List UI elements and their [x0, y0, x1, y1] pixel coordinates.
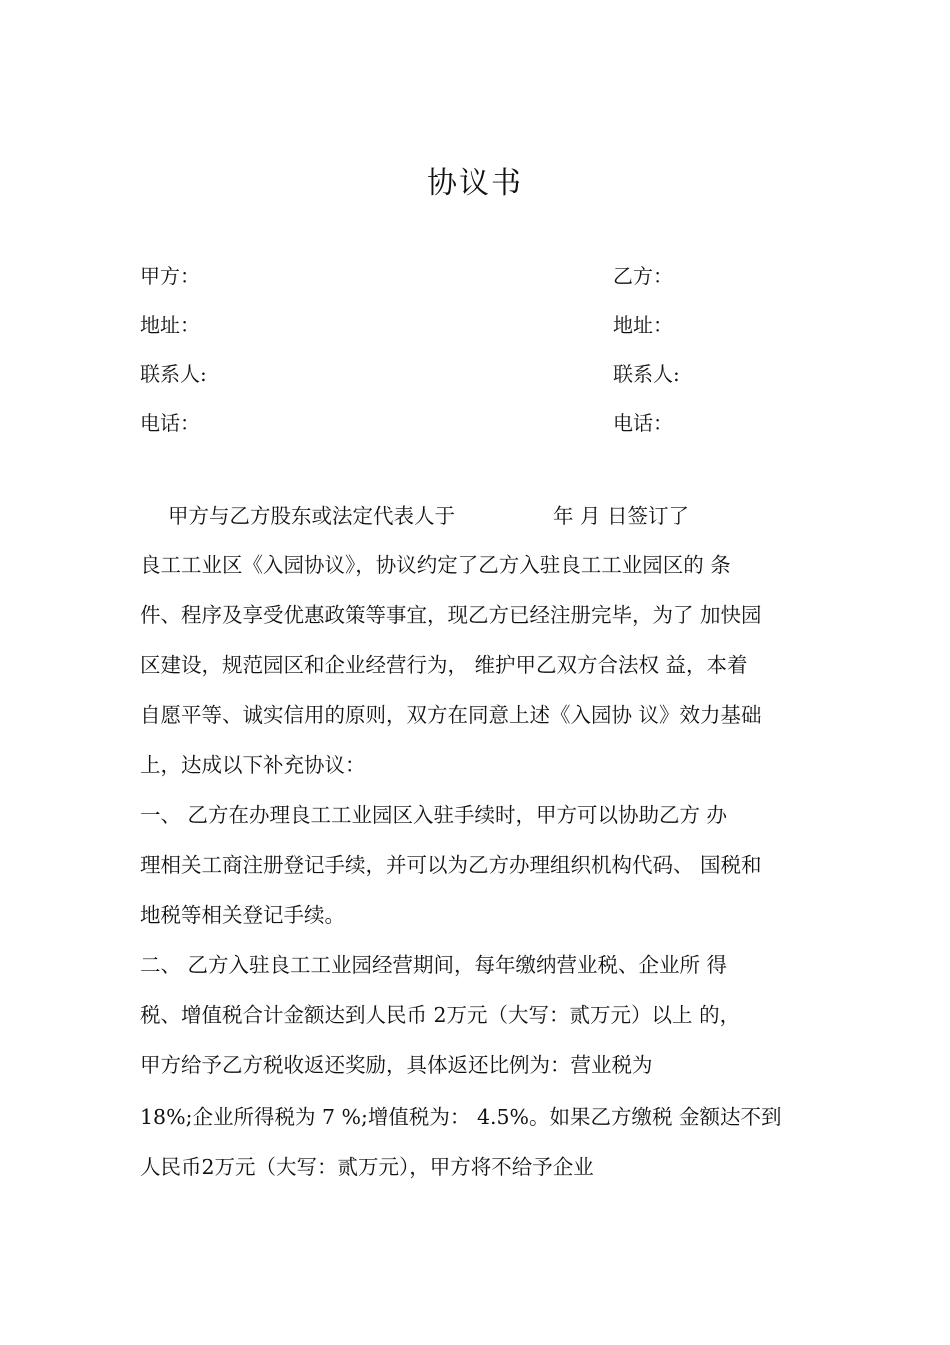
intro-line-start: 甲方与乙方股东或法定代表人于: [168, 504, 455, 528]
party-a-address-label: 地址：: [140, 313, 200, 337]
clause-2-line: 人民币2万元（大写：贰万元），甲方将不给予企业: [140, 1155, 594, 1179]
body-line: 自愿平等、诚实信用的原则，双方在同意上述《入园协 议》效力基础: [140, 703, 762, 727]
body-line: 件、程序及享受优惠政策等事宜，现乙方已经注册完毕，为了 加快园: [140, 603, 762, 627]
body-line: 区建设，规范园区和企业经营行为， 维护甲乙双方合法权 益，本着: [140, 653, 748, 677]
document-title: 协议书: [427, 166, 523, 201]
clause-2-line: 税、增值税合计金额达到人民币 2万元（大写：贰万元）以上 的，: [140, 1003, 741, 1027]
intro-line-date: 年 月 日签订了: [553, 504, 690, 528]
clause-2-line: 18%;企业所得税为 7 %;增值税为： 4.5%。如果乙方缴税 金额达不到: [140, 1105, 782, 1129]
party-b-contact-label: 联系人:: [613, 362, 680, 386]
party-a-name-label: 甲方：: [140, 264, 200, 288]
party-b-address-label: 地址：: [613, 313, 673, 337]
party-b-phone-label: 电话：: [613, 411, 673, 435]
clause-2-line: 二、 乙方入驻良工工业园经营期间，每年缴纳营业税、企业所 得: [140, 953, 728, 977]
body-line: 上，达成以下补充协议：: [140, 753, 366, 777]
party-a-contact-label: 联系人:: [140, 362, 207, 386]
clause-1-line: 一、 乙方在办理良工工业园区入驻手续时，甲方可以协助乙方 办: [140, 803, 728, 827]
party-b-name-label: 乙方：: [613, 264, 673, 288]
party-a-phone-label: 电话：: [140, 411, 200, 435]
clause-1-line: 地税等相关登记手续。: [140, 903, 345, 927]
clause-1-line: 理相关工商注册登记手续，并可以为乙方办理组织机构代码、 国税和: [140, 853, 762, 877]
clause-2-line: 甲方给予乙方税收返还奖励，具体返还比例为：营业税为: [140, 1053, 653, 1077]
body-line: 良工工业区《入园协议》，协议约定了乙方入驻良工工业园区的 条: [140, 553, 731, 577]
